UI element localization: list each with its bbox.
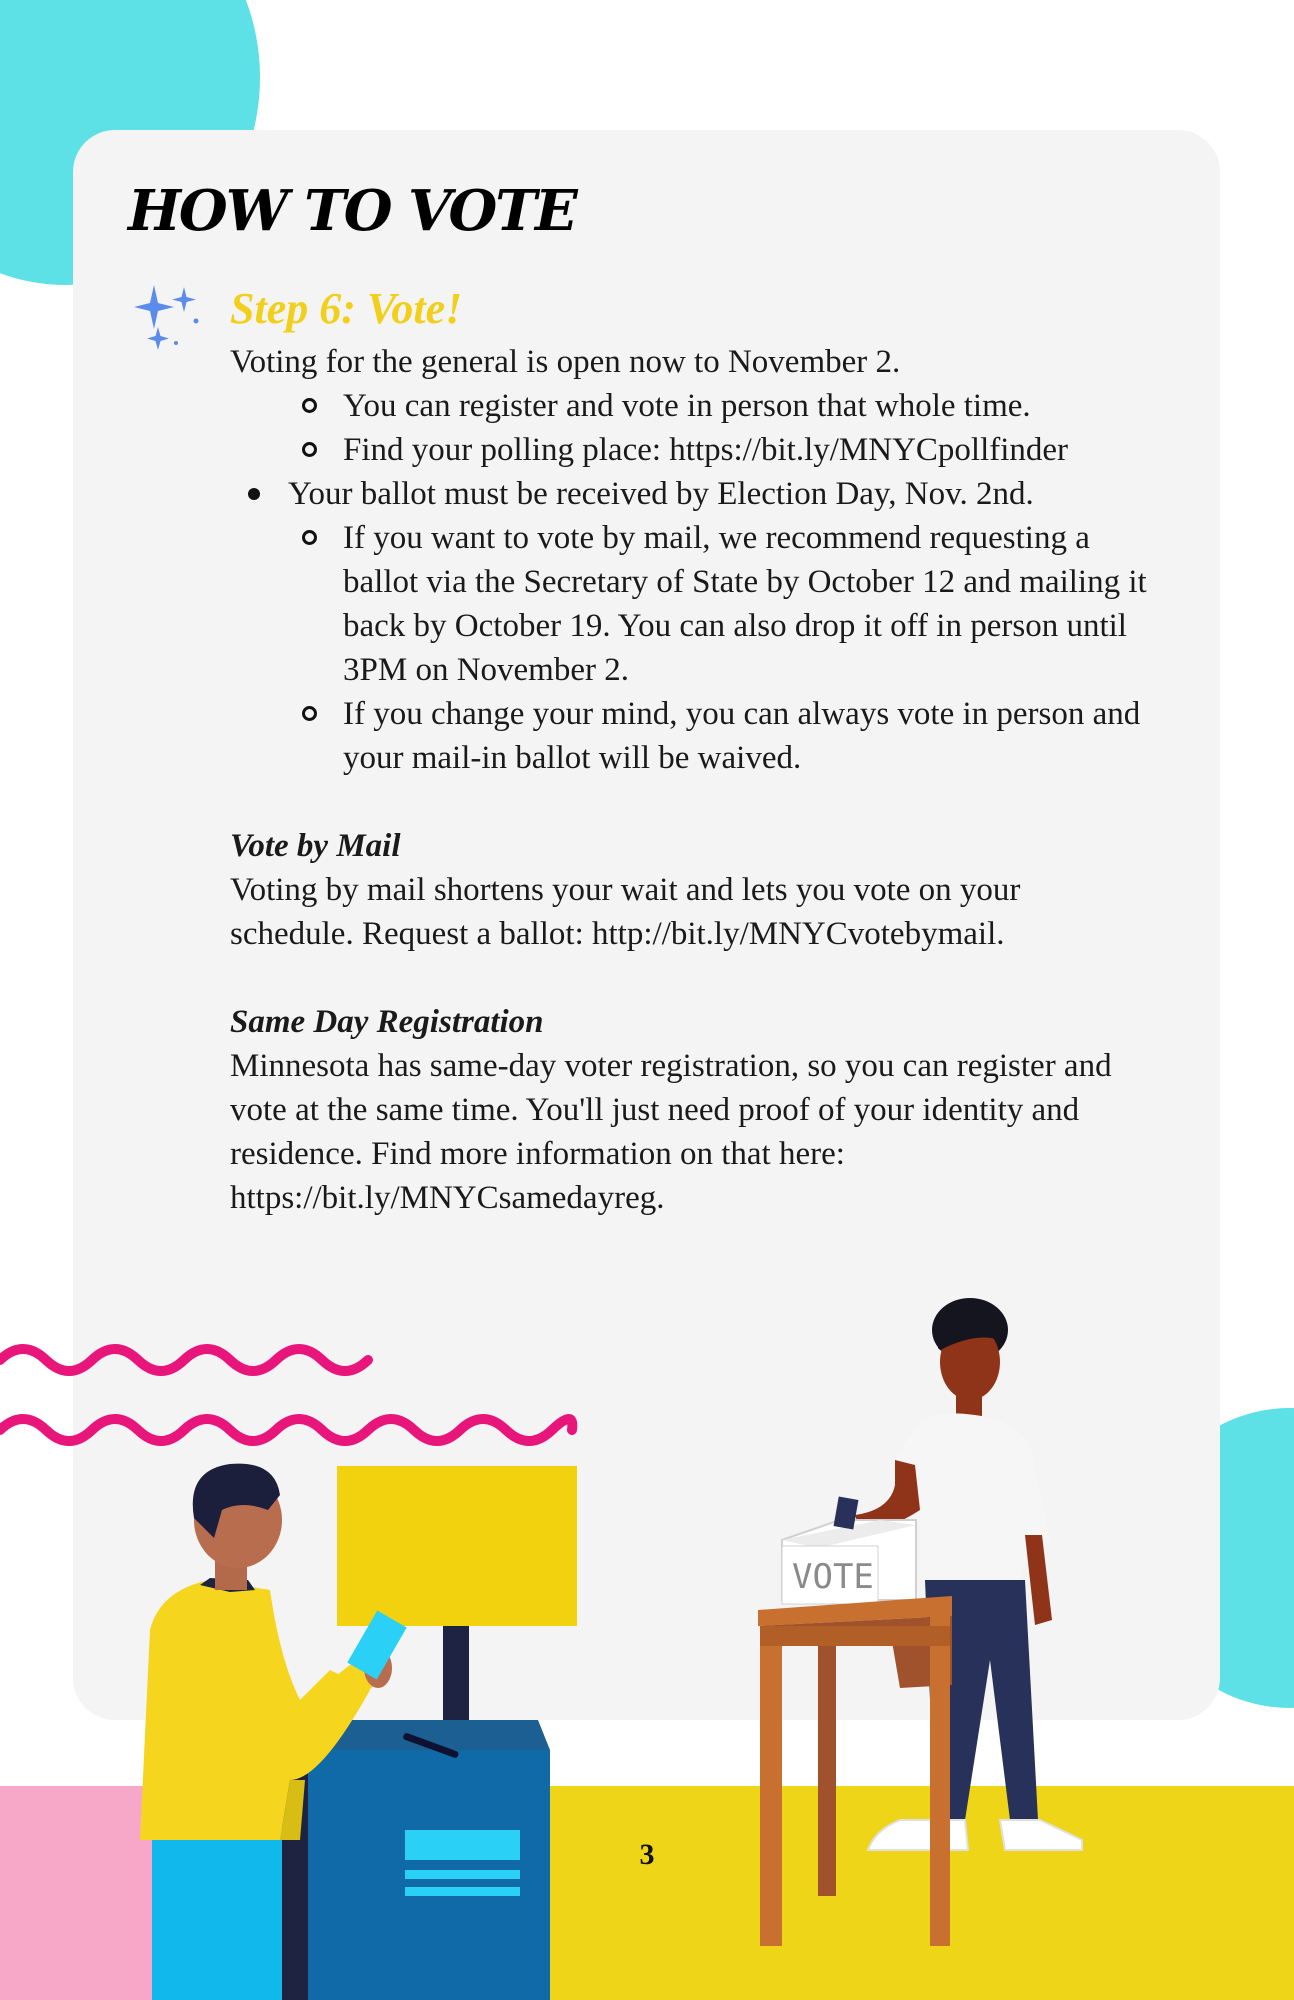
same-day-body: Minnesota has same-day voter registration, so you can register and vote at the same time. You'll just need proof of your identity and residence. Find more information on that here: https://bit.ly/MNYCsamedayreg. bbox=[230, 1048, 1112, 1216]
ballot-box-label: VOTE bbox=[792, 1557, 874, 1597]
list-item bbox=[230, 692, 1190, 780]
circle-bullet-icon bbox=[302, 442, 317, 457]
voter-at-machine-illustration bbox=[130, 1400, 590, 2000]
page-title: HOW TO VOTE bbox=[128, 178, 576, 244]
list-item-text: You can register and vote in person that whole time. bbox=[343, 388, 1031, 424]
circle-bullet-icon bbox=[302, 706, 317, 721]
list-item bbox=[230, 384, 1190, 428]
content-body bbox=[230, 340, 1190, 1220]
vote-by-mail-heading: Vote by Mail bbox=[230, 828, 401, 864]
list-item-text: Find your polling place: https://bit.ly/MNYCpollfinder bbox=[343, 432, 1069, 468]
list-item-text: If you change your mind, you can always vote in person and your mail-in ballot will be waived. bbox=[343, 696, 1141, 776]
circle-bullet-icon bbox=[302, 530, 317, 545]
list-item bbox=[230, 516, 1190, 692]
disc-bullet-icon bbox=[248, 488, 260, 500]
list-item bbox=[230, 428, 1190, 472]
voter-at-ballot-box-illustration bbox=[740, 1280, 1090, 1980]
same-day-heading: Same Day Registration bbox=[230, 1004, 544, 1040]
list-item-text: Your ballot must be received by Election Day, Nov. 2nd. bbox=[288, 476, 1034, 512]
vote-by-mail-body: Voting by mail shortens your wait and lets you vote on your schedule. Request a ballot: http://bit.ly/MNYCvotebymail. bbox=[230, 872, 1021, 952]
page-number: 3 bbox=[639, 1838, 655, 1871]
circle-bullet-icon bbox=[302, 398, 317, 413]
list-item-text: If you want to vote by mail, we recommend requesting a ballot via the Secretary of State by October 12 and mailing it back by October 19. You can also drop it off in person until 3PM on November 2. bbox=[343, 520, 1147, 688]
step-intro: Voting for the general is open now to November 2. bbox=[230, 344, 901, 380]
list-item bbox=[230, 472, 1190, 516]
step-heading: Step 6: Vote! bbox=[230, 284, 463, 333]
sparkle-icon bbox=[130, 283, 202, 353]
